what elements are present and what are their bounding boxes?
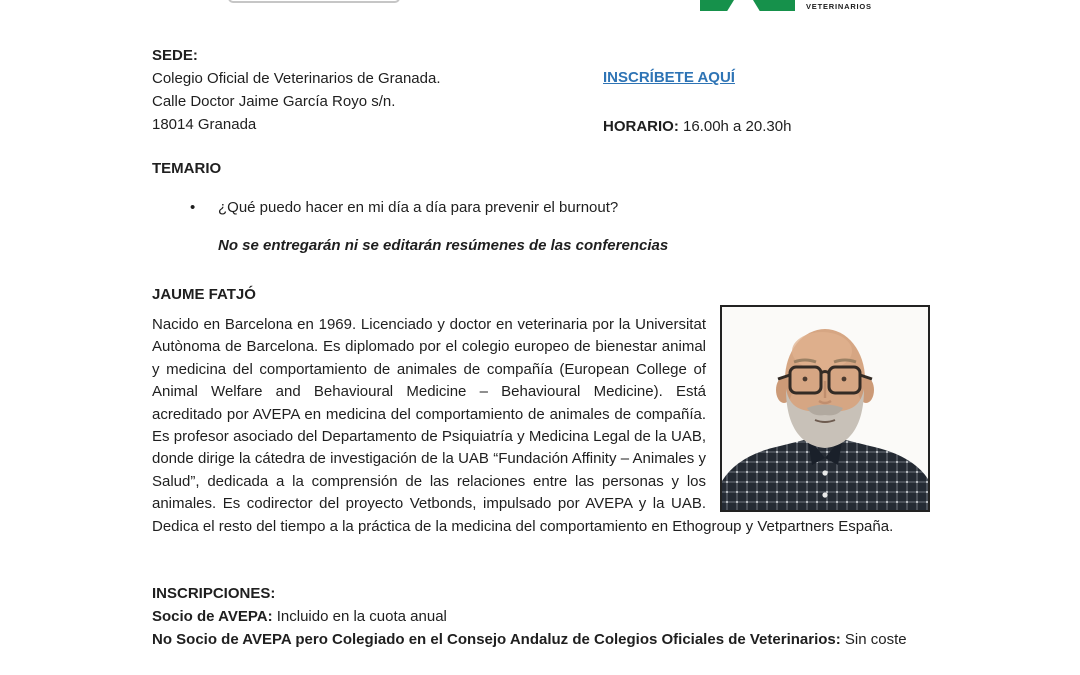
temario-note: No se entregarán ni se editarán resúmenes de las conferencias [218,237,669,254]
speaker-photo [720,305,930,512]
sede-section [152,44,441,136]
temario-heading: TEMARIO [152,160,222,177]
inscripciones-item [152,605,930,628]
inscripciones-heading: INSCRIPCIONES: [152,585,276,602]
veterinarios-logo [695,0,885,14]
portrait-illustration [722,307,928,510]
horario-label: HORARIO: [603,118,679,135]
inscripciones-item [152,628,930,651]
temario-bullet-item [190,199,618,216]
inscripciones-item-value: Sin coste [840,631,907,648]
speaker-name: JAUME FATJÓ [152,286,256,303]
cutoff-header-box [228,0,400,3]
inscripciones-item-value: Incluido en la cuota anual [272,608,447,625]
speaker-bio-section [152,314,930,538]
logo-mark-left-icon [700,0,734,11]
logo-wordmark: VETERINARIOS [806,2,872,11]
sede-heading: SEDE: [152,47,198,64]
inscripciones-section [152,582,930,651]
bullet-icon: • [190,199,196,216]
sede-address-line: 18014 Granada [152,116,257,133]
sede-address-line: Colegio Oficial de Veterinarios de Granada. [152,70,441,87]
temario-bullet-text: ¿Qué puedo hacer en mi día a día para prevenir el burnout? [218,199,619,216]
logo-mark-right-icon [753,0,795,11]
inscribete-aqui-link[interactable]: INSCRÍBETE AQUÍ [603,69,735,86]
horario-value: 16.00h a 20.30h [678,118,792,135]
speaker-bio-text: Nacido en Barcelona en 1969. Licenciado y doctor en veterinaria por la Universitat Autònoma de Barcelona. Es diplomado por el colegio europeo de bienestar animal y medicina del comportamiento de animales de compañía (European College of Animal Welfare and Behavioural Medicine – Behavioural Medicine). Está acreditado por AVEPA en medicina del comportamiento de animales de compañía. Es profesor asociado del Departamento de Psiquiatría y Medicina Legal de la UAB, donde dirige la cátedra de investigación de la UAB “Fundación Affinity – Animales y Salud”, dedicada a la comprensión de las relaciones entre las personas y los animales. Es codirector del proyecto Vetbonds, impulsado por AVEPA y la UAB. Dedica el resto del tiempo a la práctica de la medicina del comportamiento en Ethogroup y Vetpartners España. [152,316,894,535]
horario-line [603,118,791,135]
inscripciones-item-label: No Socio de AVEPA pero Colegiado en el Consejo Andaluz de Colegios Oficiales de Veterinarios: [152,631,841,648]
sede-address-line: Calle Doctor Jaime García Royo s/n. [152,93,396,110]
inscripciones-item-label: Socio de AVEPA: [152,608,273,625]
